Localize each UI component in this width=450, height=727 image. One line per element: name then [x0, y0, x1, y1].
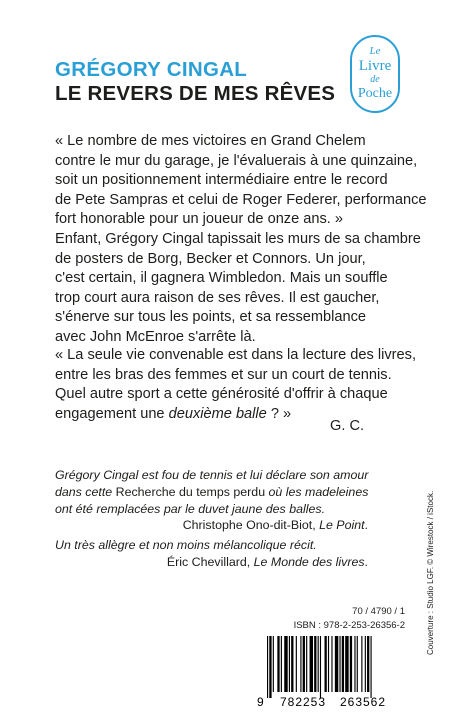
- review2-punct: .: [364, 554, 368, 569]
- review1-punct: .: [364, 518, 368, 533]
- logo-line-3: de: [370, 74, 380, 85]
- barcode-bar: [306, 636, 307, 692]
- barcode-bar: [357, 636, 358, 692]
- quote2-text: ? »: [266, 405, 292, 422]
- barcode-bar: [350, 636, 352, 692]
- barcode-bar: [273, 636, 274, 692]
- review1-line: [55, 484, 368, 501]
- quote2-text: engagement une: [55, 405, 169, 422]
- review-1: [55, 467, 368, 534]
- review1-text: dans cette: [55, 484, 116, 499]
- barcode-bar: [284, 636, 287, 692]
- barcode-bar: [296, 636, 297, 692]
- review2-attribution: [55, 554, 368, 571]
- barcode-bar: [269, 636, 271, 698]
- barcode-bar: [325, 636, 327, 692]
- barcode-bar: [354, 636, 355, 692]
- barcode: [255, 636, 405, 710]
- barcode-bar: [300, 636, 301, 692]
- quote1-line: contre le mur du garage, je l'évaluerais à une quinzaine,: [55, 152, 418, 169]
- closing-quote: [55, 346, 417, 424]
- barcode-bar: [310, 636, 313, 692]
- logo-line-2: Livre: [358, 58, 392, 74]
- review1-line: ont été remplacées par le duvet jaune des balles.: [55, 501, 326, 516]
- author-name: GRÉGORY CINGAL: [55, 58, 248, 81]
- review1-text: où les madeleines: [265, 484, 369, 499]
- barcode-bar: [335, 636, 338, 692]
- review2-line: Un très allègre et non moins mélancolique récit.: [55, 538, 317, 552]
- barcode-bar: [281, 636, 282, 692]
- opening-quote: [55, 132, 427, 230]
- quote-signature: G. C.: [330, 418, 365, 434]
- barcode-first-digit: 9: [257, 695, 264, 709]
- barcode-area: [255, 606, 405, 710]
- quote1-line: soit un positionnement intermédiaire entre le record: [55, 172, 388, 188]
- summary-line: de posters de Borg, Becker et Connors. Un jour,: [55, 250, 366, 267]
- barcode-group-1: 782253: [279, 695, 327, 709]
- book-title: LE REVERS DE MES RÊVES: [55, 82, 336, 105]
- barcode-bar: [314, 636, 316, 692]
- cover-credit: Couverture : Studio LGF. © Wirestock / iStock.: [426, 490, 435, 655]
- summary-paragraph: [55, 230, 421, 347]
- review2-source: Le Monde des livres: [253, 554, 365, 569]
- barcode-bar: [331, 636, 332, 692]
- barcode-bar: [277, 636, 279, 692]
- review1-book-reference: Recherche du temps perdu: [115, 484, 266, 499]
- review1-line: Grégory Cingal est fou de tennis et lui déclare son amour: [55, 468, 369, 482]
- logo-line-1: Le: [369, 45, 381, 57]
- barcode-bars: [267, 636, 372, 698]
- quote1-line: « Le nombre de mes victoires en Grand Chelem: [55, 133, 366, 149]
- quote2-line: « La seule vie convenable est dans la lecture des livres,: [55, 347, 417, 363]
- barcode-bar: [328, 636, 329, 692]
- barcode-bar: [267, 636, 268, 698]
- barcode-bar: [361, 636, 362, 692]
- barcode-bar: [339, 636, 340, 692]
- review2-critic: Éric Chevillard,: [166, 554, 254, 569]
- barcode-bar: [345, 636, 348, 692]
- quote2-line: entre les bras des femmes et sur un court de tennis.: [55, 366, 392, 383]
- barcode-bar: [318, 636, 319, 692]
- barcode-bar: [289, 636, 290, 692]
- barcode-bar: [367, 636, 369, 692]
- livre-de-poche-logo: [350, 35, 400, 113]
- isbn-number: ISBN : 978-2-253-26356-2: [293, 620, 405, 631]
- summary-line: Enfant, Grégory Cingal tapissait les murs de sa chambre: [55, 231, 421, 247]
- summary-line: trop court aura raison de ses rêves. Il est gaucher,: [55, 289, 380, 306]
- quote1-line: fort honorable pour un joueur de onze ans. »: [55, 211, 344, 227]
- barcode-bar: [303, 636, 305, 692]
- review-2: [55, 537, 368, 571]
- summary-line: avec John McEnroe s'arrête là.: [55, 328, 256, 345]
- barcode-bar: [365, 636, 366, 692]
- review1-critic: Christophe Ono-dit-Biot,: [182, 518, 320, 533]
- barcode-bar: [291, 636, 293, 692]
- review1-source: Le Point: [319, 518, 365, 533]
- catalog-code: 70 / 4790 / 1: [352, 606, 405, 617]
- logo-line-4: Poche: [357, 86, 393, 101]
- barcode-bar: [371, 636, 372, 698]
- quote2-italic-phrase: deuxième balle: [168, 405, 267, 422]
- quote2-line: Quel autre sport a cette générosité d'offrir à chaque: [55, 386, 388, 402]
- summary-line: c'est certain, il gagnera Wimbledon. Mais un souffle: [55, 270, 388, 286]
- barcode-bar: [320, 636, 321, 698]
- quote1-line: de Pete Sampras et celui de Roger Federer, performance: [55, 191, 427, 208]
- barcode-group-2: 263562: [339, 695, 387, 709]
- review1-attribution: [55, 517, 368, 534]
- barcode-bar: [342, 636, 344, 692]
- summary-line: s'énerve sur tous les points, et sa ressemblance: [55, 309, 367, 325]
